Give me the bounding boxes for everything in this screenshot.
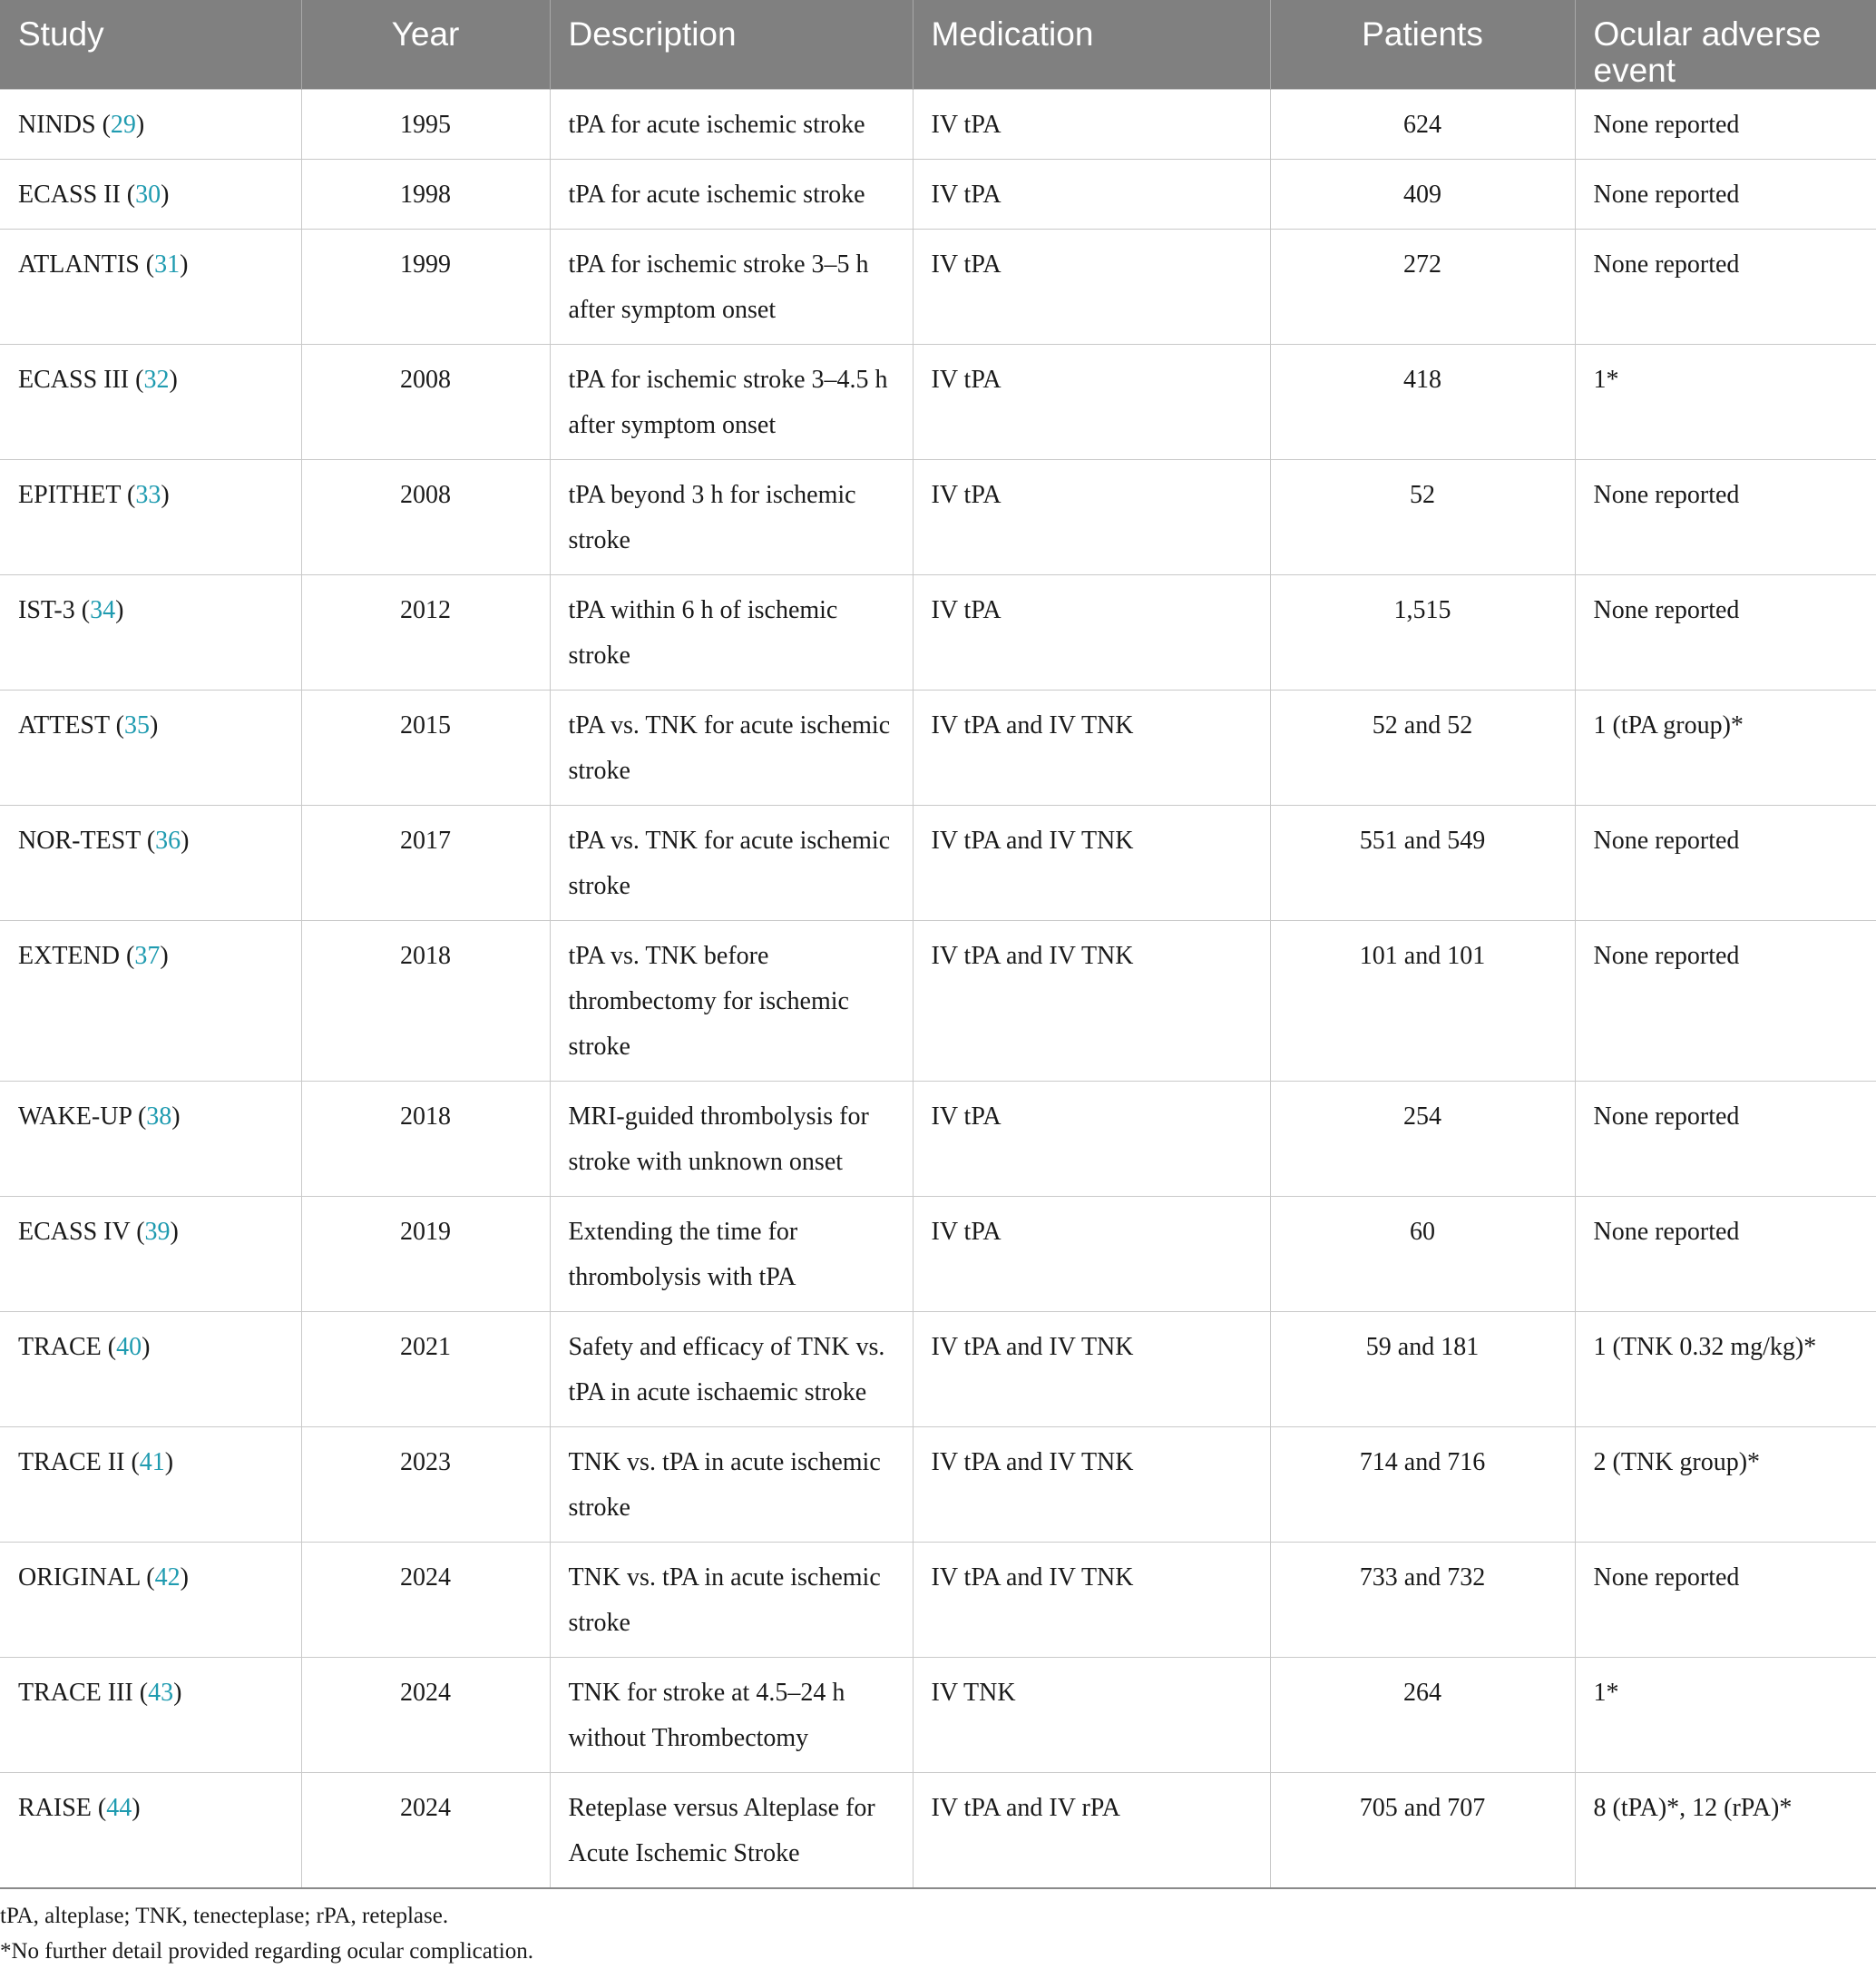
table-row [0, 575, 1876, 691]
reference-link[interactable]: 40 [116, 1333, 142, 1361]
study-name: TRACE [18, 1333, 102, 1361]
cell-patients: 60 [1270, 1197, 1575, 1312]
cell-study: IST-3 (34) [0, 575, 301, 691]
cell-year: 2008 [301, 460, 550, 575]
header-medication: Medication [913, 0, 1270, 90]
cell-medication: IV tPA and IV TNK [913, 921, 1270, 1082]
cell-ocular-adverse-event: None reported [1575, 806, 1876, 921]
cell-study: ECASS IV (39) [0, 1197, 301, 1312]
cell-year: 1999 [301, 230, 550, 345]
cell-study: ATTEST (35) [0, 691, 301, 806]
cell-ocular-adverse-event: None reported [1575, 1197, 1876, 1312]
cell-patients: 624 [1270, 90, 1575, 160]
cell-year: 2024 [301, 1658, 550, 1773]
table-row [0, 1773, 1876, 1889]
cell-patients: 101 and 101 [1270, 921, 1575, 1082]
cell-patients: 409 [1270, 160, 1575, 230]
cell-year: 2018 [301, 921, 550, 1082]
cell-study: TRACE (40) [0, 1312, 301, 1427]
header-patients: Patients [1270, 0, 1575, 90]
reference-link[interactable]: 32 [143, 366, 170, 394]
cell-description: Extending the time for thrombolysis with tPA [550, 1197, 913, 1312]
table-row [0, 230, 1876, 345]
study-name: ORIGINAL [18, 1563, 141, 1592]
cell-description: tPA for ischemic stroke 3–4.5 h after symptom onset [550, 345, 913, 460]
cell-medication: IV tPA and IV TNK [913, 691, 1270, 806]
reference-link[interactable]: 34 [90, 596, 116, 624]
cell-description: TNK for stroke at 4.5–24 h without Thrombectomy [550, 1658, 913, 1773]
cell-medication: IV tPA and IV TNK [913, 1312, 1270, 1427]
cell-year: 1998 [301, 160, 550, 230]
study-name: ATLANTIS [18, 250, 140, 279]
cell-patients: 1,515 [1270, 575, 1575, 691]
cell-ocular-adverse-event: None reported [1575, 90, 1876, 160]
reference-link[interactable]: 39 [144, 1218, 171, 1246]
cell-patients: 59 and 181 [1270, 1312, 1575, 1427]
study-name: ATTEST [18, 711, 110, 740]
cell-year: 2023 [301, 1427, 550, 1543]
cell-medication: IV tPA and IV TNK [913, 1427, 1270, 1543]
study-name: TRACE II [18, 1448, 125, 1476]
cell-patients: 264 [1270, 1658, 1575, 1773]
reference-link[interactable]: 31 [154, 250, 181, 279]
cell-ocular-adverse-event: None reported [1575, 921, 1876, 1082]
cell-study: NINDS (29) [0, 90, 301, 160]
cell-medication: IV tPA [913, 460, 1270, 575]
cell-year: 2017 [301, 806, 550, 921]
cell-patients: 52 [1270, 460, 1575, 575]
table-row [0, 1543, 1876, 1658]
reference-link[interactable]: 29 [110, 111, 136, 139]
reference-link[interactable]: 43 [148, 1679, 174, 1707]
footnote-abbreviations: tPA, alteplase; TNK, tenecteplase; rPA, reteplase. [0, 1904, 449, 1928]
cell-medication: IV tPA [913, 345, 1270, 460]
cell-year: 2012 [301, 575, 550, 691]
cell-medication: IV tPA and IV TNK [913, 806, 1270, 921]
cell-medication: IV tPA [913, 575, 1270, 691]
study-name: WAKE-UP [18, 1102, 132, 1131]
cell-year: 1995 [301, 90, 550, 160]
study-name: NOR-TEST [18, 827, 141, 855]
cell-year: 2015 [301, 691, 550, 806]
header-study: Study [0, 0, 301, 90]
cell-description: tPA for acute ischemic stroke [550, 160, 913, 230]
study-name: IST-3 [18, 596, 75, 624]
table-row [0, 1312, 1876, 1427]
cell-year: 2018 [301, 1082, 550, 1197]
cell-medication: IV TNK [913, 1658, 1270, 1773]
cell-description: Reteplase versus Alteplase for Acute Ischemic Stroke [550, 1773, 913, 1889]
cell-description: tPA beyond 3 h for ischemic stroke [550, 460, 913, 575]
study-name: RAISE [18, 1794, 92, 1822]
cell-medication: IV tPA [913, 1197, 1270, 1312]
cell-ocular-adverse-event: None reported [1575, 1082, 1876, 1197]
table-row [0, 460, 1876, 575]
cell-ocular-adverse-event: 1 (TNK 0.32 mg/kg)* [1575, 1312, 1876, 1427]
cell-study: ORIGINAL (42) [0, 1543, 301, 1658]
reference-link[interactable]: 38 [146, 1102, 172, 1131]
reference-link[interactable]: 41 [139, 1448, 165, 1476]
cell-year: 2024 [301, 1543, 550, 1658]
reference-link[interactable]: 42 [154, 1563, 181, 1592]
table-row [0, 1658, 1876, 1773]
study-name: ECASS III [18, 366, 130, 394]
cell-medication: IV tPA [913, 90, 1270, 160]
reference-link[interactable]: 33 [135, 481, 161, 509]
cell-study: NOR-TEST (36) [0, 806, 301, 921]
cell-study: RAISE (44) [0, 1773, 301, 1889]
table-footnotes [0, 1889, 1876, 1969]
cell-study: WAKE-UP (38) [0, 1082, 301, 1197]
table-row [0, 160, 1876, 230]
table-header [0, 0, 1876, 90]
cell-patients: 705 and 707 [1270, 1773, 1575, 1889]
cell-ocular-adverse-event: None reported [1575, 575, 1876, 691]
reference-link[interactable]: 30 [135, 181, 161, 209]
reference-link[interactable]: 35 [123, 711, 150, 740]
table-row [0, 691, 1876, 806]
table-row [0, 1082, 1876, 1197]
header-ocular-adverse-event: Ocular adverse event [1575, 0, 1876, 90]
reference-link[interactable]: 37 [134, 942, 161, 970]
header-year: Year [301, 0, 550, 90]
cell-patients: 551 and 549 [1270, 806, 1575, 921]
table-body [0, 90, 1876, 1889]
cell-study: ATLANTIS (31) [0, 230, 301, 345]
cell-description: Safety and efficacy of TNK vs. tPA in acute ischaemic stroke [550, 1312, 913, 1427]
table-row [0, 1197, 1876, 1312]
study-name: EPITHET [18, 481, 122, 509]
study-name: EXTEND [18, 942, 120, 970]
cell-medication: IV tPA and IV TNK [913, 1543, 1270, 1658]
cell-description: tPA vs. TNK for acute ischemic stroke [550, 691, 913, 806]
cell-patients: 714 and 716 [1270, 1427, 1575, 1543]
cell-medication: IV tPA [913, 160, 1270, 230]
cell-study: TRACE II (41) [0, 1427, 301, 1543]
header-row [0, 0, 1876, 90]
cell-ocular-adverse-event: 8 (tPA)*, 12 (rPA)* [1575, 1773, 1876, 1889]
cell-patients: 418 [1270, 345, 1575, 460]
cell-ocular-adverse-event: None reported [1575, 160, 1876, 230]
cell-description: tPA within 6 h of ischemic stroke [550, 575, 913, 691]
cell-study: ECASS III (32) [0, 345, 301, 460]
cell-ocular-adverse-event: 1* [1575, 345, 1876, 460]
cell-year: 2021 [301, 1312, 550, 1427]
header-description: Description [550, 0, 913, 90]
cell-study: EXTEND (37) [0, 921, 301, 1082]
cell-ocular-adverse-event: 2 (TNK group)* [1575, 1427, 1876, 1543]
cell-description: TNK vs. tPA in acute ischemic stroke [550, 1543, 913, 1658]
cell-year: 2024 [301, 1773, 550, 1889]
table-row [0, 806, 1876, 921]
cell-description: tPA vs. TNK before thrombectomy for ischemic stroke [550, 921, 913, 1082]
cell-study: EPITHET (33) [0, 460, 301, 575]
table-row [0, 1427, 1876, 1543]
cell-ocular-adverse-event: None reported [1575, 1543, 1876, 1658]
reference-link[interactable]: 44 [106, 1794, 132, 1822]
study-name: ECASS II [18, 181, 121, 209]
cell-patients: 52 and 52 [1270, 691, 1575, 806]
cell-patients: 272 [1270, 230, 1575, 345]
cell-patients: 733 and 732 [1270, 1543, 1575, 1658]
cell-description: tPA for acute ischemic stroke [550, 90, 913, 160]
cell-year: 2019 [301, 1197, 550, 1312]
cell-ocular-adverse-event: None reported [1575, 230, 1876, 345]
cell-medication: IV tPA [913, 1082, 1270, 1197]
study-name: ECASS IV [18, 1218, 131, 1246]
cell-description: tPA vs. TNK for acute ischemic stroke [550, 806, 913, 921]
cell-ocular-adverse-event: 1* [1575, 1658, 1876, 1773]
cell-medication: IV tPA and IV rPA [913, 1773, 1270, 1889]
cell-patients: 254 [1270, 1082, 1575, 1197]
reference-link[interactable]: 36 [155, 827, 181, 855]
cell-study: TRACE III (43) [0, 1658, 301, 1773]
table-row [0, 921, 1876, 1082]
table-row [0, 90, 1876, 160]
study-name: TRACE III [18, 1679, 133, 1707]
cell-description: TNK vs. tPA in acute ischemic stroke [550, 1427, 913, 1543]
footnote-asterisk: *No further detail provided regarding ocular complication. [0, 1939, 533, 1964]
cell-ocular-adverse-event: None reported [1575, 460, 1876, 575]
study-name: NINDS [18, 111, 96, 139]
cell-description: MRI-guided thrombolysis for stroke with unknown onset [550, 1082, 913, 1197]
cell-study: ECASS II (30) [0, 160, 301, 230]
cell-year: 2008 [301, 345, 550, 460]
cell-medication: IV tPA [913, 230, 1270, 345]
cell-ocular-adverse-event: 1 (tPA group)* [1575, 691, 1876, 806]
table-row [0, 345, 1876, 460]
cell-description: tPA for ischemic stroke 3–5 h after symptom onset [550, 230, 913, 345]
